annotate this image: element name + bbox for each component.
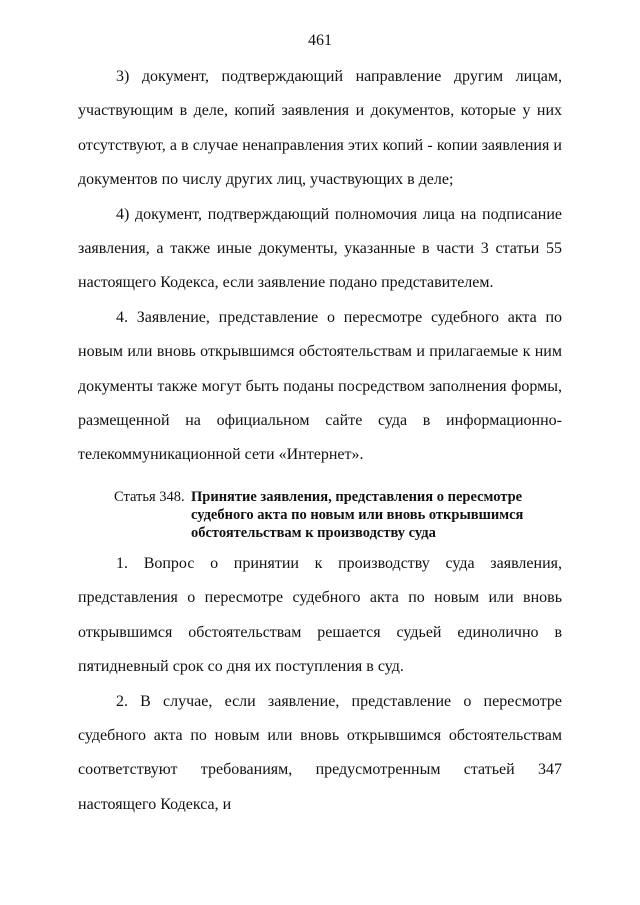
paragraph-part-1: 1. Вопрос о принятии к производству суда заявления, представления о пересмотре судебного акта по новым или вновь открывшимся обстоятельствам решается судьей единолично в пятидневный срок со дня их поступления в суд. — [78, 555, 562, 676]
paragraph-item-3: 3) документ, подтверждающий направление другим лицам, участвующим в деле, копий заявления и документов, которые у них отсутствуют, а в случае ненаправления этих копий - копии заявления и документов по числу других лиц, участвующих в деле; — [78, 68, 562, 189]
article-title: Принятие заявления, представления о пересмотре судебного акта по новым или вновь открывшимся обстоятельствам к производству суда — [191, 489, 524, 541]
paragraph-part-2: 2. В случае, если заявление, представление о пересмотре судебного акта по новым или вновь открывшимся обстоятельствам соответствуют требованиям, предусмотренным статьей 347 настоящего Кодекса, и — [78, 692, 562, 813]
article-number: Статья 348. — [114, 489, 185, 505]
paragraph-item-4: 4) документ, подтверждающий полномочия лица на подписание заявления, а также иные документы, указанные в части 3 статьи 55 настоящего Кодекса, если заявление подано представителем. — [78, 205, 562, 292]
bottom-text-block — [78, 547, 562, 822]
paragraph-part-4: 4. Заявление, представление о пересмотре судебного акта по новым или вновь открывшимся обстоятельствам и прилагаемые к ним документы также могут быть поданы посредством заполнения формы, размещенной на официальном сайте суда в информационно-телекоммуникационной сети «Интернет». — [78, 308, 562, 464]
top-text-block — [78, 60, 562, 473]
page-number: 461 — [308, 32, 332, 49]
